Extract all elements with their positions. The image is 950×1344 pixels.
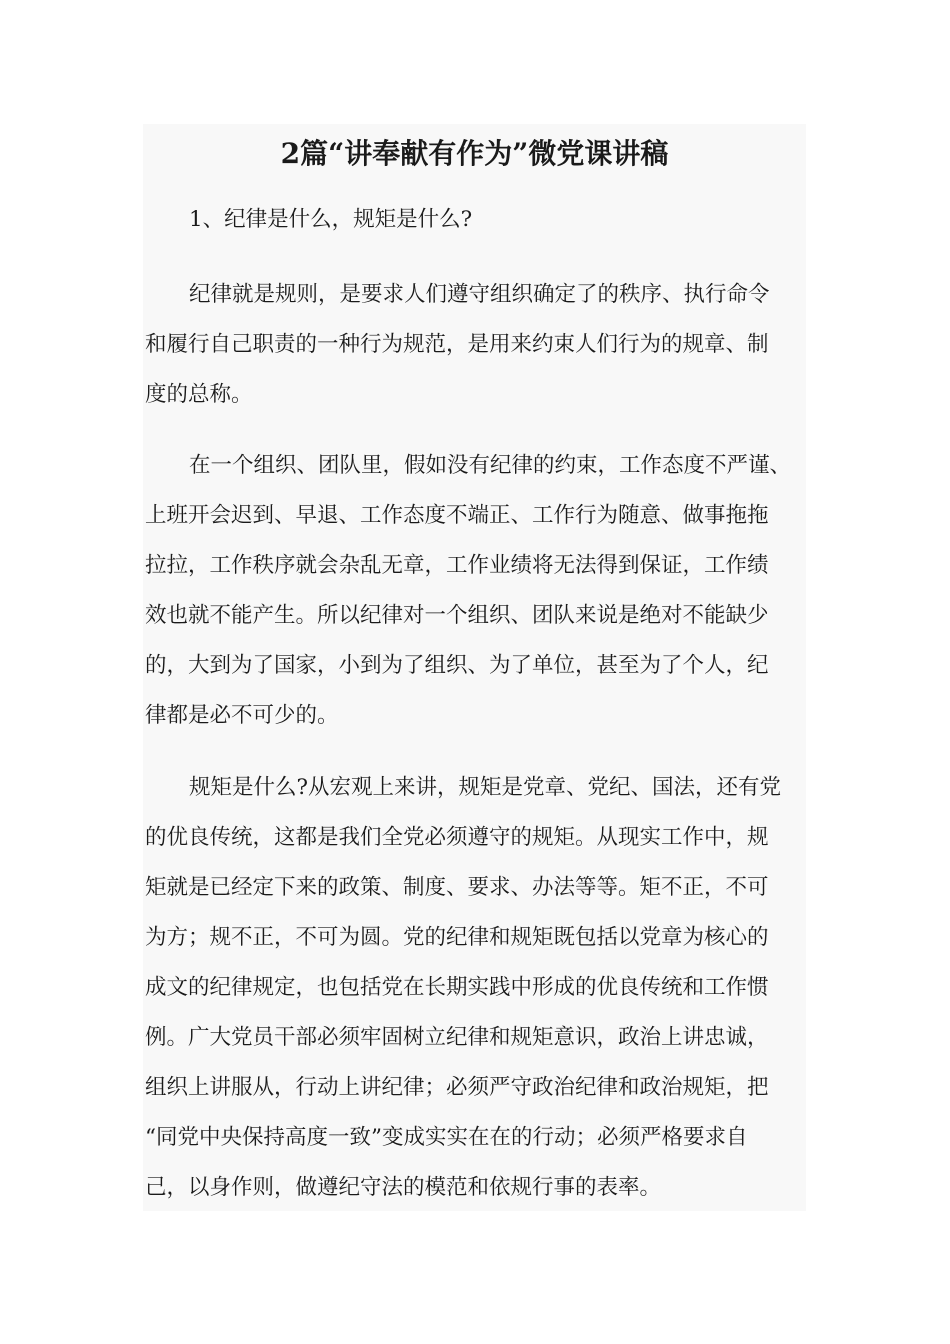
section-heading-text: 1、纪律是什么，规矩是什么? [189,207,473,232]
paragraph-line: 的，大到为了国家，小到为了组织、为了单位，甚至为了个人，纪 [145,653,769,678]
paragraph-line: “同党中央保持高度一致”变成实实在在的行动；必须严格要求自 [145,1125,748,1150]
paragraph-line: 组织上讲服从，行动上讲纪律；必须严守政治纪律和政治规矩，把 [145,1075,769,1100]
paragraph-line: 成文的纪律规定，也包括党在长期实践中形成的优良传统和工作惯 [145,975,769,1000]
paragraph-line: 上班开会迟到、早退、工作态度不端正、工作行为随意、做事拖拖 [145,503,769,528]
paragraph-line: 己，以身作则，做遵纪守法的模范和依规行事的表率。 [145,1175,662,1200]
paragraph-line: 效也就不能产生。所以纪律对一个组织、团队来说是绝对不能缺少 [145,603,769,628]
paragraph-line: 拉拉，工作秩序就会杂乱无章，工作业绩将无法得到保证，工作绩 [145,553,769,578]
paragraph-rules-definition [145,763,805,1213]
paragraph-line: 和履行自己职责的一种行为规范，是用来约束人们行为的规章、制 [145,332,769,357]
paragraph-line: 为方；规不正，不可为圆。党的纪律和规矩既包括以党章为核心的 [145,925,769,950]
paragraph-line: 的优良传统，这都是我们全党必须遵守的规矩。从现实工作中，规 [145,825,769,850]
paragraph-line: 纪律就是规则，是要求人们遵守组织确定了的秩序、执行命令 [189,282,770,307]
paragraph-line: 矩就是已经定下来的政策、制度、要求、办法等等。矩不正，不可 [145,875,769,900]
paragraph-line: 例。广大党员干部必须牢固树立纪律和规矩意识，政治上讲忠诚， [145,1025,769,1050]
paragraph-line: 度的总称。 [145,382,253,407]
paragraph-line: 规矩是什么?从宏观上来讲，规矩是党章、党纪、国法，还有党 [189,775,782,800]
section-heading [145,195,805,245]
paragraph-discipline-importance [145,441,805,741]
paragraph-discipline-definition [145,270,805,420]
paragraph-line: 在一个组织、团队里，假如没有纪律的约束，工作态度不严谨、 [189,453,792,478]
paragraph-line: 律都是必不可少的。 [145,703,339,728]
document-title: 2篇“讲奉献有作为”微党课讲稿 [280,137,669,170]
